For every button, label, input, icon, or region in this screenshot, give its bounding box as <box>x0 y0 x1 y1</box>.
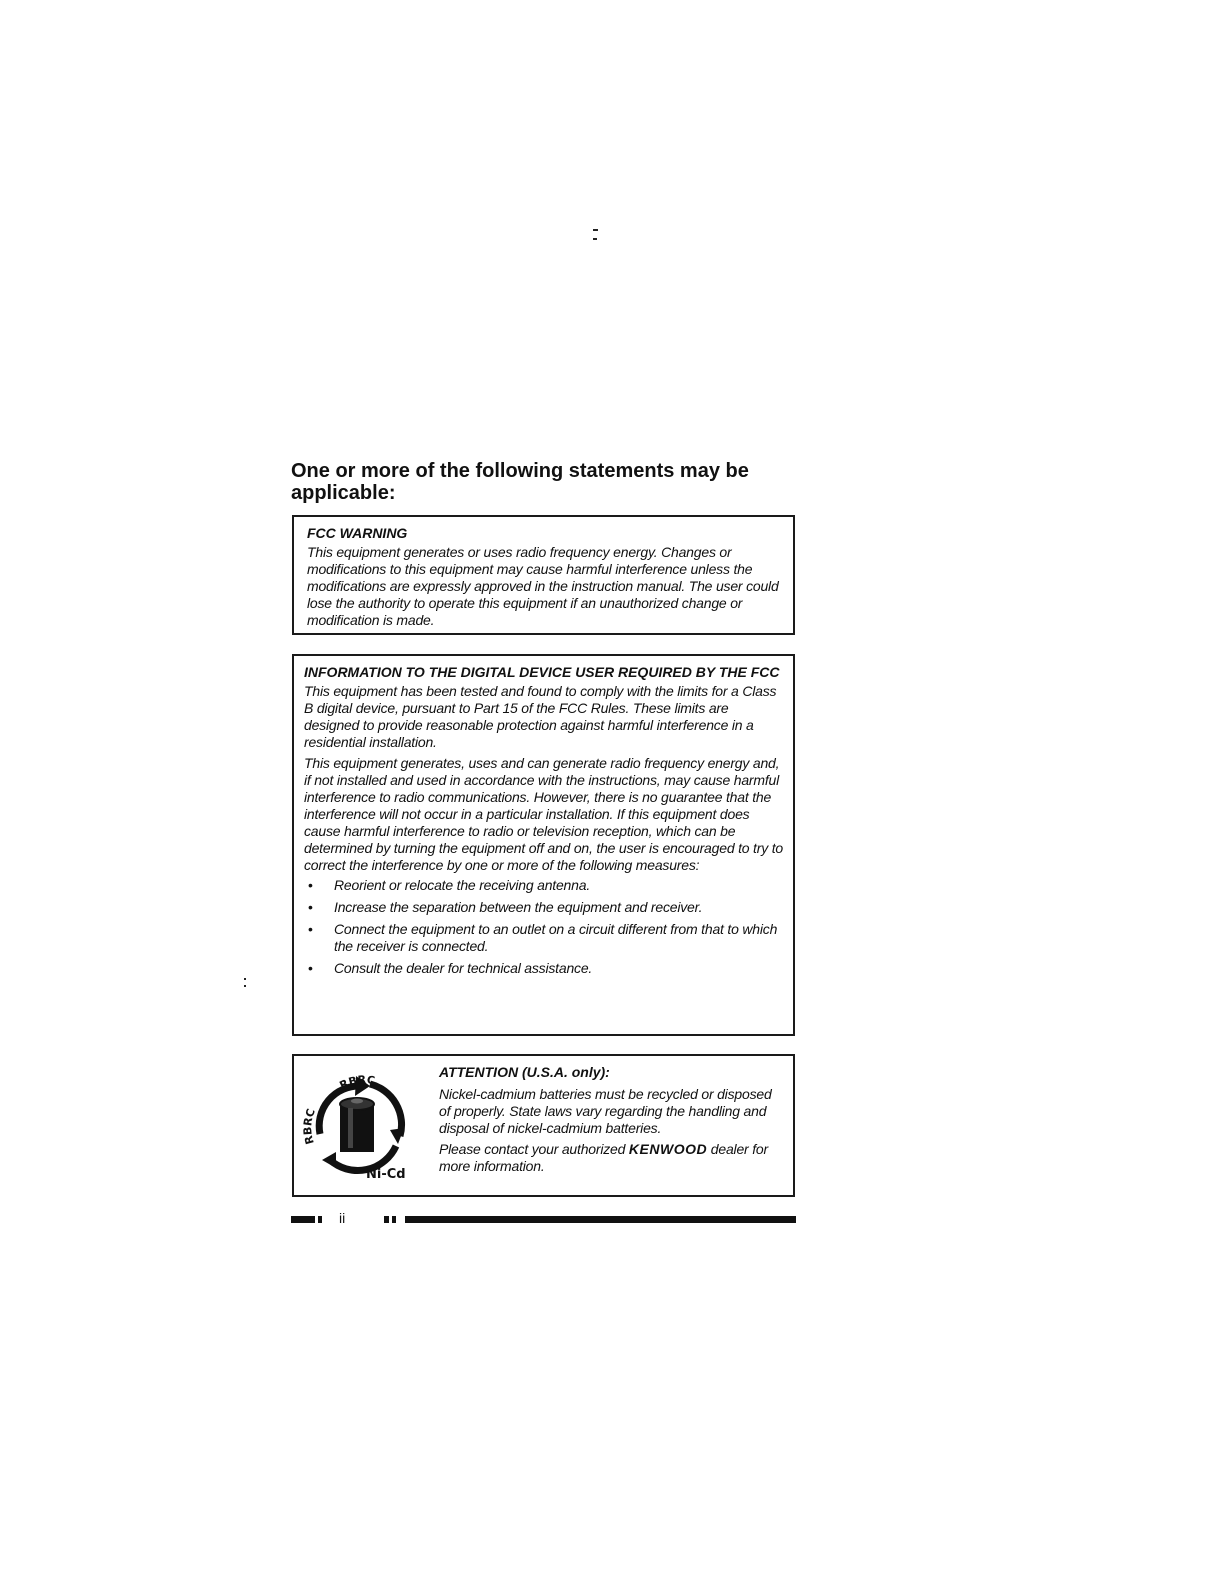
rbrc-nicd-recycle-icon <box>300 1064 418 1182</box>
bullet-icon: • <box>308 921 313 937</box>
scan-speck <box>593 238 597 240</box>
attention-text-1: Nickel-cadmium batteries must be recycled or disposed of properly. State laws vary regarding the handling and disposal of nickel-cadmium batteries. <box>439 1086 772 1136</box>
footer-rule-mid-small <box>392 1216 396 1223</box>
logo-label-top: RBRC <box>337 1073 376 1093</box>
bullet-icon: • <box>308 877 313 893</box>
digital-device-para-2: This equipment generates, uses and can generate radio frequency energy and, if not installed and used in accordance with the instructions, may cause harmful interference to radio communications. However, there is no guarantee that the interference will not occur in a particular installation. If this equipment does cause harmful interference to radio or television reception, which can be determined by turning the equipment off and on, the user is encouraged to try to correct the interference by one or more of the following measures: <box>304 755 783 873</box>
digital-device-title: INFORMATION TO THE DIGITAL DEVICE USER REQUIRED BY THE FCC <box>304 664 780 680</box>
fcc-warning-box <box>292 515 795 635</box>
scan-speck <box>593 229 598 231</box>
page-heading: One or more of the following statements may be applicable: <box>291 460 749 504</box>
list-item <box>300 960 783 977</box>
list-item <box>300 899 783 916</box>
logo-label-bottom: Ni-Cd <box>366 1167 406 1182</box>
attention-body <box>439 1064 784 1179</box>
measures-list <box>300 877 783 977</box>
svg-text:RBRC <box>301 1107 318 1146</box>
fcc-warning-title: FCC WARNING <box>307 525 408 541</box>
attention-title: ATTENTION (U.S.A. only): <box>439 1064 610 1080</box>
measure-text: Reorient or relocate the receiving antenna. <box>334 877 591 893</box>
digital-device-para-1: This equipment has been tested and found to comply with the limits for a Class B digital device, pursuant to Part 15 of the FCC Rules. These limits are designed to provide reasonable protection against harmful interference in a residential installation. <box>304 683 777 750</box>
footer-rule-mid <box>384 1216 389 1223</box>
scan-speck <box>244 978 246 980</box>
page-footer <box>291 1210 796 1227</box>
scan-speck <box>244 985 246 987</box>
logo-label-left: RBRC <box>301 1107 318 1146</box>
bullet-icon: • <box>308 899 313 915</box>
list-item <box>300 921 783 955</box>
measure-text: Connect the equipment to an outlet on a circuit different from that to which the receiver is connected. <box>334 921 778 954</box>
measure-text: Increase the separation between the equipment and receiver. <box>334 899 703 915</box>
bullet-icon: • <box>308 960 313 976</box>
footer-rule-left <box>291 1216 315 1223</box>
attention-box <box>292 1054 795 1197</box>
page-number: ii <box>339 1210 346 1226</box>
footer-rule-left-small <box>318 1216 322 1223</box>
list-item <box>300 877 783 894</box>
footer-rule-right <box>405 1216 796 1223</box>
fcc-warning-text: This equipment generates or uses radio frequency energy. Changes or modifications to this equipment may cause harmful interference unless the modifications are expressly approved in the instruction manual. The user could lose the authority to operate this equipment if an unauthorized change or modification is made. <box>307 544 779 628</box>
attention-text-2-prefix: Please contact your authorized <box>439 1141 629 1157</box>
measure-text: Consult the dealer for technical assistance. <box>334 960 593 976</box>
digital-device-info-box <box>292 654 795 1036</box>
brand-name: KENWOOD <box>628 1141 708 1157</box>
attention-text-2 <box>439 1141 784 1175</box>
attention-text-2-suffix: dealer for more information. <box>439 1141 768 1174</box>
